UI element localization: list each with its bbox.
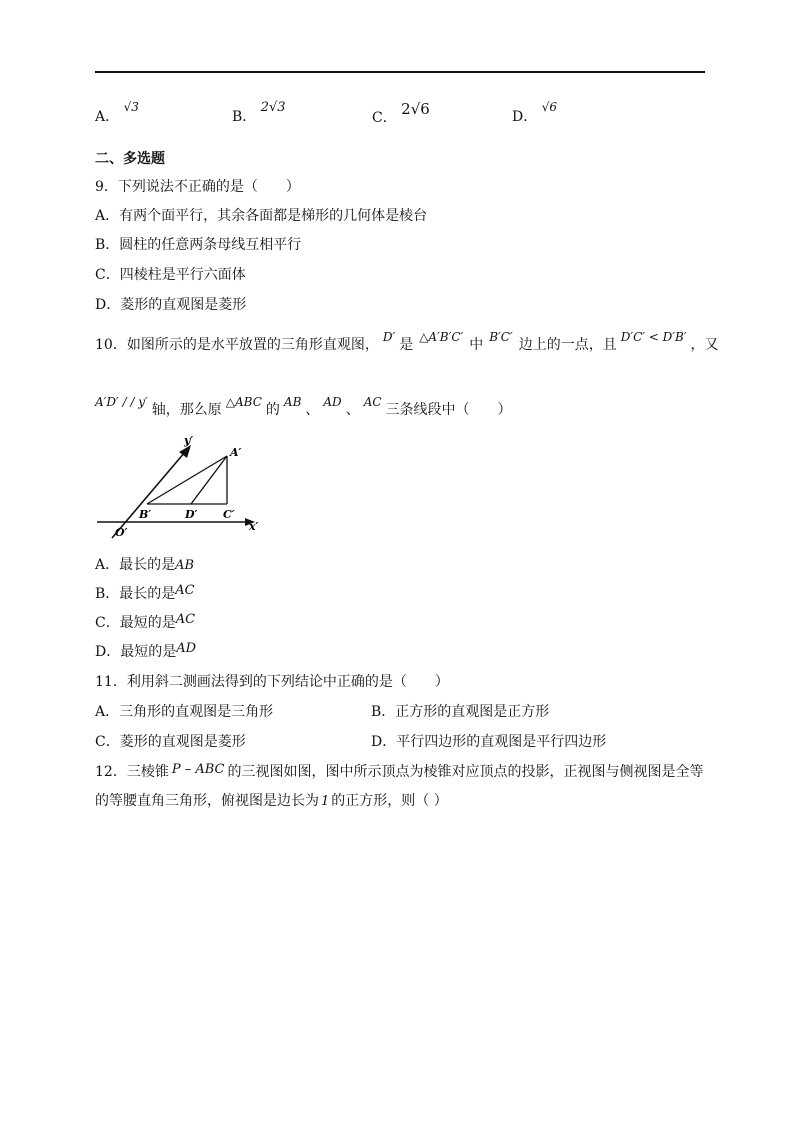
q12-stem-line2	[95, 792, 448, 811]
q10-math-d: D′	[382, 330, 396, 344]
label-b: B′	[139, 508, 152, 521]
q10-math-abc: △ABC	[225, 395, 262, 409]
q11-option-b[interactable]: B．正方形的直观图是正方形	[371, 704, 550, 720]
q9-stem: 9．下列说法不正确的是（ ）	[95, 179, 300, 195]
q9-option-d[interactable]: D．菱形的直观图是菱形	[95, 297, 247, 313]
q8-option-c[interactable]	[372, 100, 430, 127]
q10-math-bc: B′C′	[489, 330, 513, 344]
q11-option-c[interactable]: C．菱形的直观图是菱形	[95, 734, 246, 750]
q12-text: 的等腰直角三角形，俯视图是边长为	[95, 793, 319, 809]
q8-option-b[interactable]	[232, 100, 286, 127]
option-value: 2√3	[260, 100, 286, 115]
q10-option-d[interactable]	[95, 643, 196, 662]
q12-math-pabc: P – ABC	[171, 762, 225, 777]
q12-stem-line1	[95, 763, 703, 782]
q9-option-c[interactable]: C．四棱柱是平行六面体	[95, 267, 246, 283]
q10-text: 10．如图所示的是水平放置的三角形直观图，	[95, 337, 379, 353]
q10-text: 三条线段中（ ）	[385, 402, 512, 418]
q10-option-a[interactable]	[95, 556, 194, 575]
q10-math-ab: AB	[283, 395, 302, 409]
q12-text: 的正方形，则（ ）	[331, 793, 448, 809]
option-math: AC	[175, 612, 196, 627]
q12-math-one: 1	[321, 794, 330, 809]
q10-text: 轴，那么原	[151, 402, 222, 418]
q10-option-b[interactable]	[95, 585, 195, 604]
option-text: A．最长的是	[95, 557, 176, 573]
label-a: A′	[230, 446, 242, 459]
label-d: D′	[185, 508, 198, 521]
option-label: B．	[232, 109, 257, 125]
section-title: 二、多选题	[95, 151, 165, 167]
q11-option-a[interactable]: A．三角形的直观图是三角形	[95, 704, 274, 720]
q11-stem: 11．利用斜二测画法得到的下列结论中正确的是（ ）	[95, 674, 449, 690]
option-value: √6	[541, 100, 557, 114]
segment-b-a	[147, 456, 227, 504]
option-math: AD	[176, 641, 197, 656]
q10-math-inequality: D′C′ < D′B′	[620, 330, 687, 344]
label-c: C′	[223, 508, 235, 521]
option-math: AB	[175, 558, 195, 573]
label-y: y′	[184, 434, 194, 447]
segment-a-d	[191, 456, 227, 504]
option-label: C．	[372, 110, 397, 126]
option-value: √3	[123, 100, 139, 114]
q10-text: 边上的一点，且	[518, 337, 617, 353]
q10-text: 、	[345, 402, 360, 418]
q12-text: 12．三棱锥	[95, 764, 169, 780]
option-text: C．最短的是	[95, 615, 176, 631]
option-math: AC	[175, 583, 195, 598]
q10-stem-line2	[95, 395, 512, 419]
q8-option-d[interactable]	[512, 100, 557, 126]
q10-text: 的	[265, 402, 280, 418]
q10-text: 中	[469, 337, 484, 353]
q10-stem-line1	[95, 330, 719, 354]
q11-option-d[interactable]: D．平行四边形的直观图是平行四边形	[371, 734, 607, 750]
q10-math-parallel: A′D′ / / y′	[95, 395, 148, 409]
label-o: O′	[115, 526, 128, 539]
q10-math-triangle: △A′B′C′	[419, 330, 464, 344]
q10-option-c[interactable]	[95, 614, 195, 633]
header-rule	[95, 71, 705, 73]
q10-math-ac: AC	[363, 395, 382, 409]
q8-option-a[interactable]	[95, 100, 139, 126]
q10-math-ad: AD	[323, 395, 342, 409]
q10-text: 是	[399, 337, 414, 353]
q10-text: 、	[305, 402, 320, 418]
q9-option-b[interactable]: B．圆柱的任意两条母线互相平行	[95, 237, 302, 253]
option-text: B．最长的是	[95, 586, 176, 602]
option-label: A．	[95, 109, 120, 125]
option-value: 2√6	[401, 100, 430, 118]
q10-text: ，又	[690, 337, 719, 353]
option-label: D．	[512, 109, 538, 125]
q9-option-a[interactable]: A．有两个面平行，其余各面都是梯形的几何体是棱台	[95, 208, 428, 224]
q10-figure	[95, 432, 275, 542]
label-x: x′	[249, 520, 259, 533]
q12-text: 的三视图如图，图中所示顶点为棱锥对应顶点的投影，正视图与侧视图是全等	[227, 764, 704, 780]
option-text: D．最短的是	[95, 644, 177, 660]
